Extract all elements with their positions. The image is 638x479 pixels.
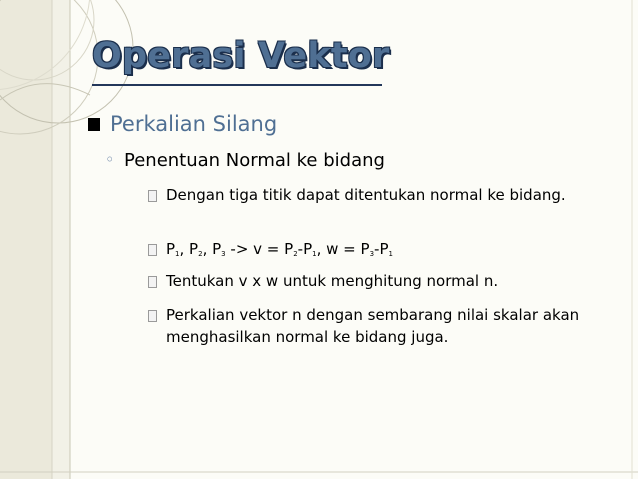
subscript: 1 — [312, 250, 317, 258]
formula-part: , w = P — [316, 240, 370, 258]
box-bullet-icon — [148, 310, 157, 322]
level3-item-3 — [166, 270, 498, 292]
subscript: 3 — [221, 250, 226, 258]
level1-text: Perkalian Silang — [110, 112, 278, 136]
level3-item-1 — [166, 184, 586, 206]
title-underline — [92, 84, 382, 86]
level3-item-4 — [166, 304, 591, 348]
box-bullet-icon — [148, 276, 157, 288]
level2-bullet-item — [105, 150, 385, 171]
circle-bullet-icon: ◦ — [105, 150, 115, 169]
box-bullet-icon — [148, 190, 157, 202]
box-bullet-icon — [148, 244, 157, 256]
subscript: 1 — [388, 250, 393, 258]
square-bullet-icon — [88, 118, 100, 131]
level1-bullet-item — [110, 112, 277, 136]
subscript: 2 — [293, 250, 298, 258]
level3-text-3: Tentukan v x w untuk menghitung normal n. — [166, 272, 499, 290]
subscript: 1 — [175, 250, 180, 258]
level3-text-1: Dengan tiga titik dapat ditentukan normal ke bidang. — [166, 186, 566, 204]
formula-part: -> v = P — [225, 240, 294, 258]
slide-title: Operasi Vektor — [92, 36, 390, 76]
formula-part: , P — [179, 240, 199, 258]
level2-text: Penentuan Normal ke bidang — [124, 150, 385, 171]
formula-part: -P — [297, 240, 313, 258]
formula-part: -P — [374, 240, 389, 258]
level3-text-4: Perkalian vektor n dengan sembarang nilai skalar akan menghasilkan normal ke bidang juga. — [166, 306, 580, 346]
subscript: 3 — [369, 250, 375, 258]
formula-p: P — [166, 240, 176, 258]
formula-part: , P — [202, 240, 222, 258]
subscript: 2 — [198, 250, 203, 258]
level3-item-2 — [166, 238, 393, 265]
